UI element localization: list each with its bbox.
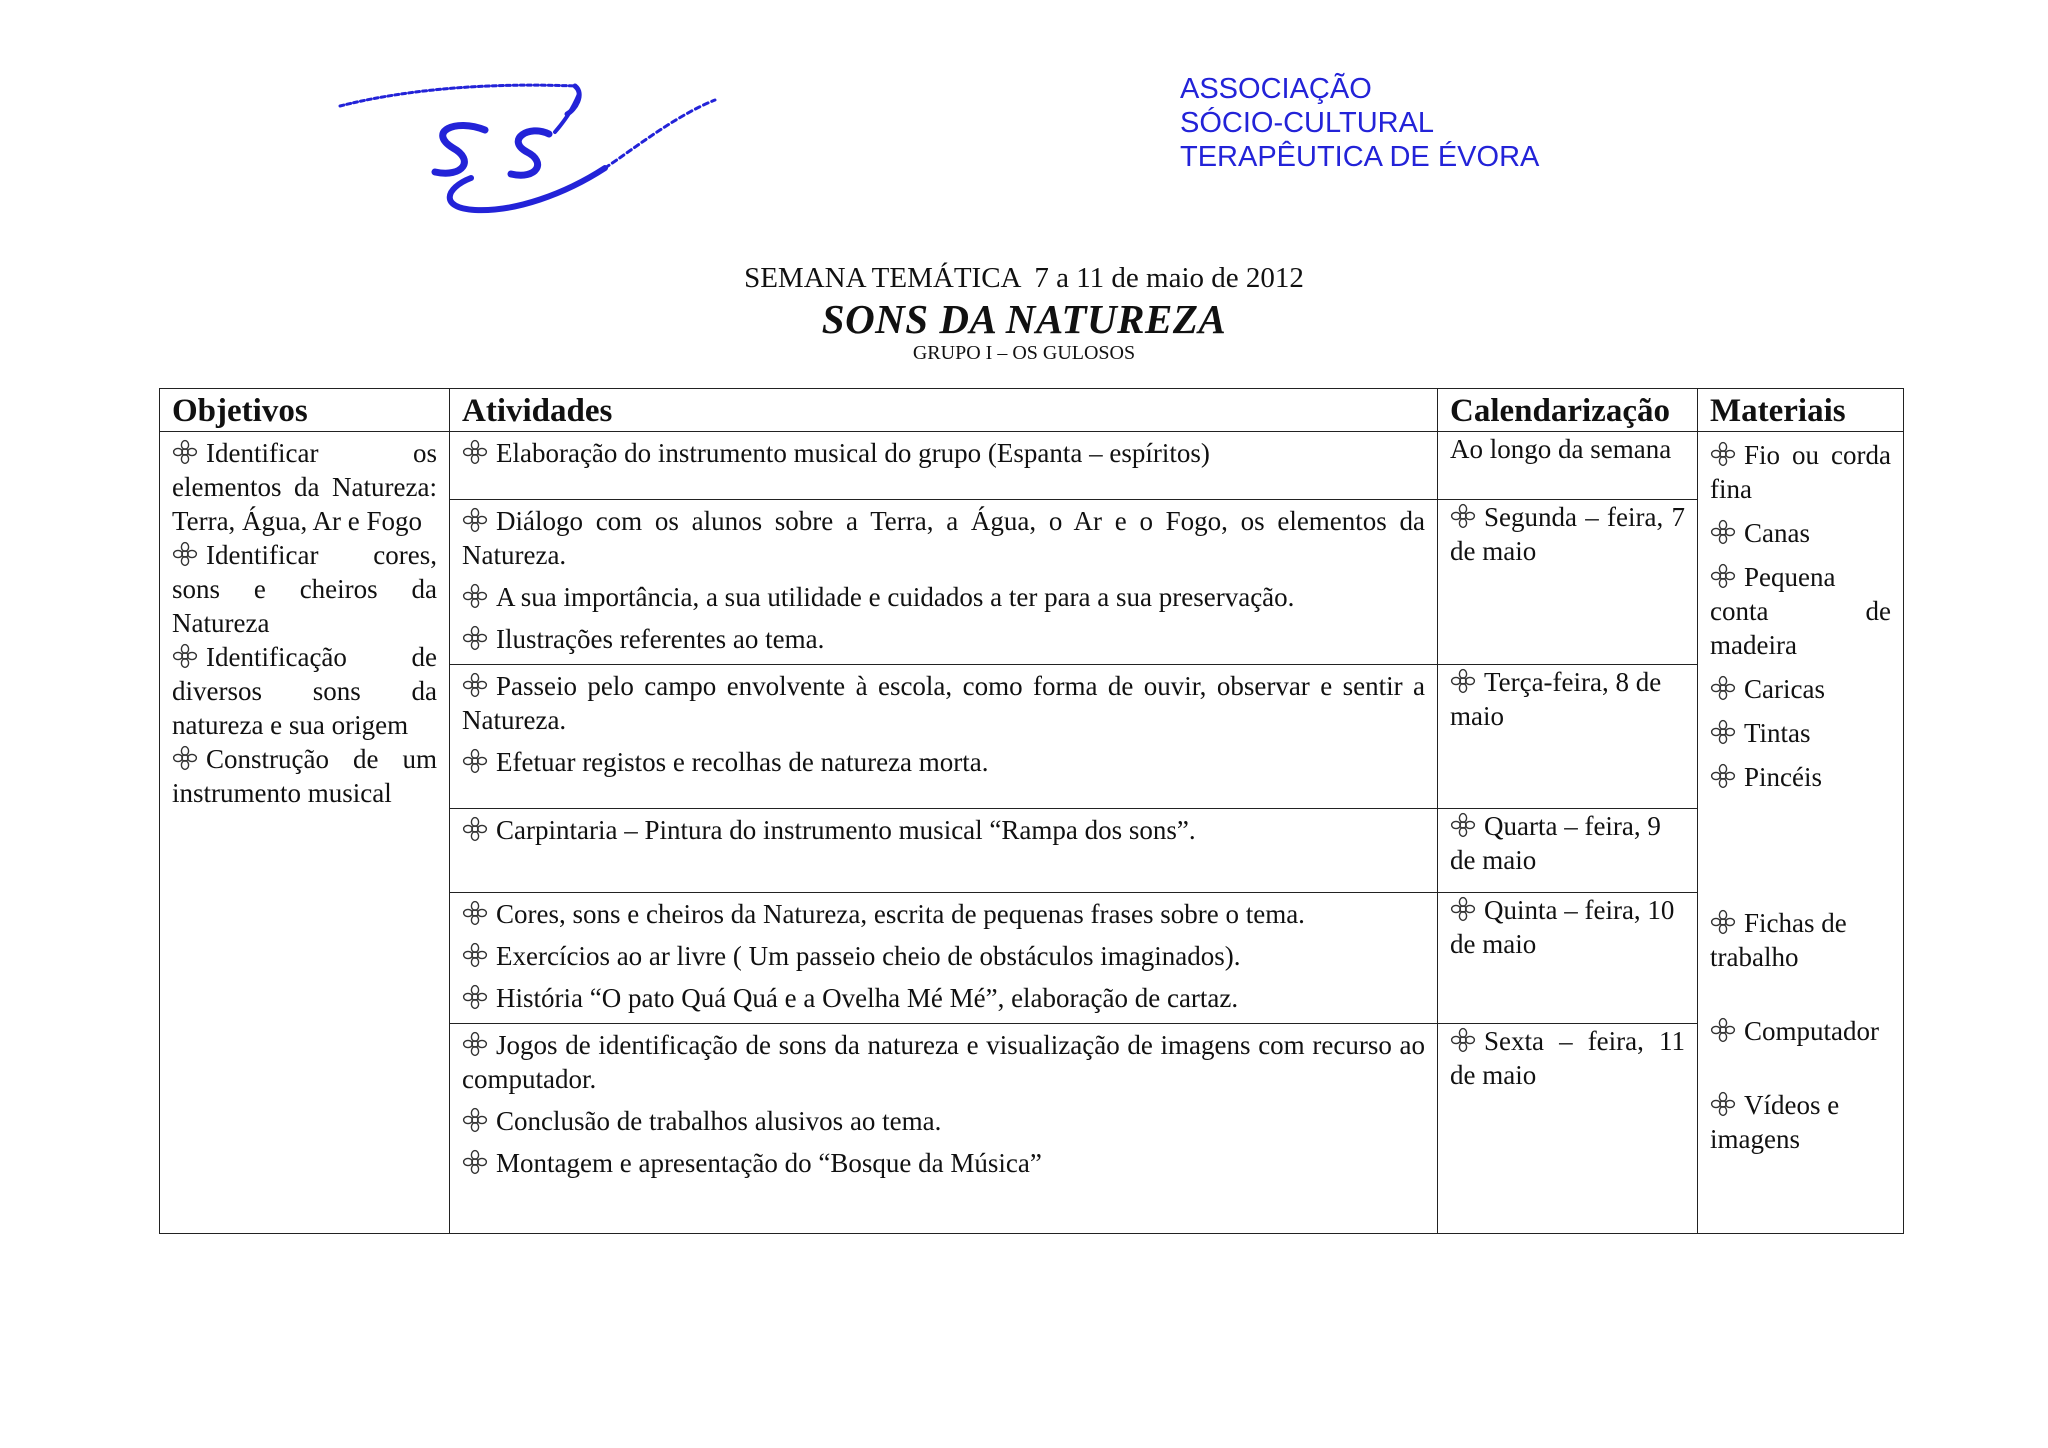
calendarizacao-cell: Ao longo da semana bbox=[1438, 432, 1698, 500]
flower-icon bbox=[1450, 503, 1476, 529]
list-item: Passeio pelo campo envolvente à escola, como forma de ouvir, observar e sentir a Natureza. bbox=[462, 671, 1425, 735]
list-item: Pequena conta de madeira bbox=[1710, 562, 1891, 660]
association-name bbox=[1180, 72, 1539, 174]
list-item: Identificar cores, sons e cheiros da Natureza bbox=[172, 540, 437, 638]
flower-icon bbox=[1710, 441, 1736, 467]
list-item: Conclusão de trabalhos alusivos ao tema. bbox=[462, 1104, 1425, 1138]
list-item: Sexta – feira, 11 de maio bbox=[1450, 1026, 1685, 1090]
list-item: Identificação de diversos sons da natureza e sua origem bbox=[172, 642, 437, 740]
flower-icon bbox=[462, 625, 488, 651]
list-item: Quinta – feira, 10 de maio bbox=[1450, 895, 1675, 959]
document-title: SONS DA NATUREZA bbox=[821, 296, 1227, 342]
calendarizacao-cell bbox=[1438, 809, 1698, 893]
list-item: Montagem e apresentação do “Bosque da Música” bbox=[462, 1146, 1425, 1180]
atividades-cell bbox=[450, 665, 1438, 809]
association-line: TERAPÊUTICA DE ÉVORA bbox=[1180, 141, 1540, 173]
flower-icon bbox=[462, 507, 488, 533]
materiais-cell bbox=[1698, 432, 1904, 1234]
flower-icon bbox=[1710, 563, 1736, 589]
calendarizacao-cell bbox=[1438, 893, 1698, 1024]
list-item: Construção de um instrumento musical bbox=[172, 744, 437, 808]
flower-icon bbox=[1710, 1091, 1736, 1117]
list-item: Tintas bbox=[1710, 716, 1891, 750]
header-objetivos: Objetivos bbox=[160, 389, 450, 432]
atividades-cell bbox=[450, 432, 1438, 500]
calendarizacao-cell bbox=[1438, 665, 1698, 809]
flower-icon bbox=[462, 1149, 488, 1175]
flower-icon bbox=[172, 643, 198, 669]
flower-icon bbox=[1450, 668, 1476, 694]
list-item: Exercícios ao ar livre ( Um passeio cheio de obstáculos imaginados). bbox=[462, 939, 1425, 973]
list-item: Vídeos e imagens bbox=[1710, 1090, 1840, 1154]
calendarizacao-cell bbox=[1438, 500, 1698, 665]
list-item: Elaboração do instrumento musical do grupo (Espanta – espíritos) bbox=[462, 436, 1425, 470]
flower-icon bbox=[172, 745, 198, 771]
list-item: Identificar os elementos da Natureza: Terra, Água, Ar e Fogo bbox=[172, 438, 437, 536]
flower-icon bbox=[1710, 909, 1736, 935]
list-item: Terça-feira, 8 de maio bbox=[1450, 667, 1662, 731]
flower-icon bbox=[462, 984, 488, 1010]
flower-icon bbox=[462, 942, 488, 968]
list-item: Canas bbox=[1710, 516, 1891, 550]
flower-icon bbox=[1450, 1027, 1476, 1053]
association-logo bbox=[335, 70, 745, 220]
header-calendarizacao: Calendarização bbox=[1438, 389, 1698, 432]
table-row bbox=[160, 432, 1904, 500]
list-item: Quarta – feira, 9 de maio bbox=[1450, 811, 1661, 875]
flower-icon bbox=[1450, 812, 1476, 838]
flower-icon bbox=[1710, 1017, 1736, 1043]
flower-icon bbox=[462, 900, 488, 926]
flower-icon bbox=[462, 439, 488, 465]
flower-icon bbox=[1710, 719, 1736, 745]
association-line: SÓCIO-CULTURAL bbox=[1180, 107, 1435, 139]
list-item: Ilustrações referentes ao tema. bbox=[462, 622, 1425, 656]
list-item: Cores, sons e cheiros da Natureza, escrita de pequenas frases sobre o tema. bbox=[462, 897, 1425, 931]
plan-table bbox=[159, 388, 1904, 1234]
list-item: Jogos de identificação de sons da natureza e visualização de imagens com recurso ao computador. bbox=[462, 1030, 1425, 1094]
list-item: Segunda – feira, 7 de maio bbox=[1450, 502, 1685, 566]
list-item: A sua importância, a sua utilidade e cuidados a ter para a sua preservação. bbox=[462, 580, 1425, 614]
flower-icon bbox=[1450, 896, 1476, 922]
header-materiais: Materiais bbox=[1698, 389, 1904, 432]
calendarizacao-cell bbox=[1438, 1024, 1698, 1234]
flower-icon bbox=[1710, 675, 1736, 701]
flower-icon bbox=[462, 1107, 488, 1133]
atividades-cell bbox=[450, 893, 1438, 1024]
flower-icon bbox=[462, 583, 488, 609]
list-item: Computador bbox=[1710, 1014, 1891, 1048]
flower-icon bbox=[462, 672, 488, 698]
flower-icon bbox=[1710, 763, 1736, 789]
list-item: Carpintaria – Pintura do instrumento musical “Rampa dos sons”. bbox=[462, 813, 1425, 847]
flower-icon bbox=[462, 748, 488, 774]
flower-icon bbox=[462, 816, 488, 842]
document-group: GRUPO I – OS GULOSOS bbox=[912, 342, 1136, 364]
atividades-cell bbox=[450, 809, 1438, 893]
list-item: Diálogo com os alunos sobre a Terra, a Água, o Ar e o Fogo, os elementos da Natureza. bbox=[462, 506, 1425, 570]
list-item: Fichas de trabalho bbox=[1710, 908, 1847, 972]
association-line: ASSOCIAÇÃO bbox=[1180, 73, 1372, 105]
header-atividades: Atividades bbox=[450, 389, 1438, 432]
flower-icon bbox=[1710, 519, 1736, 545]
objetivos-cell bbox=[160, 432, 450, 1234]
list-item: Efetuar registos e recolhas de natureza morta. bbox=[462, 745, 1425, 779]
atividades-cell bbox=[450, 1024, 1438, 1234]
document-subtitle: SEMANA TEMÁTICA 7 a 11 de maio de 2012 bbox=[744, 262, 1304, 294]
flower-icon bbox=[462, 1031, 488, 1057]
flower-icon bbox=[172, 439, 198, 465]
list-item: Caricas bbox=[1710, 672, 1891, 706]
list-item: História “O pato Quá Quá e a Ovelha Mé Mé”, elaboração de cartaz. bbox=[462, 981, 1425, 1015]
flower-icon bbox=[172, 541, 198, 567]
list-item: Pincéis bbox=[1710, 760, 1891, 794]
list-item: Fio ou corda fina bbox=[1710, 440, 1891, 504]
atividades-cell bbox=[450, 500, 1438, 665]
table-header-row bbox=[160, 389, 1904, 432]
